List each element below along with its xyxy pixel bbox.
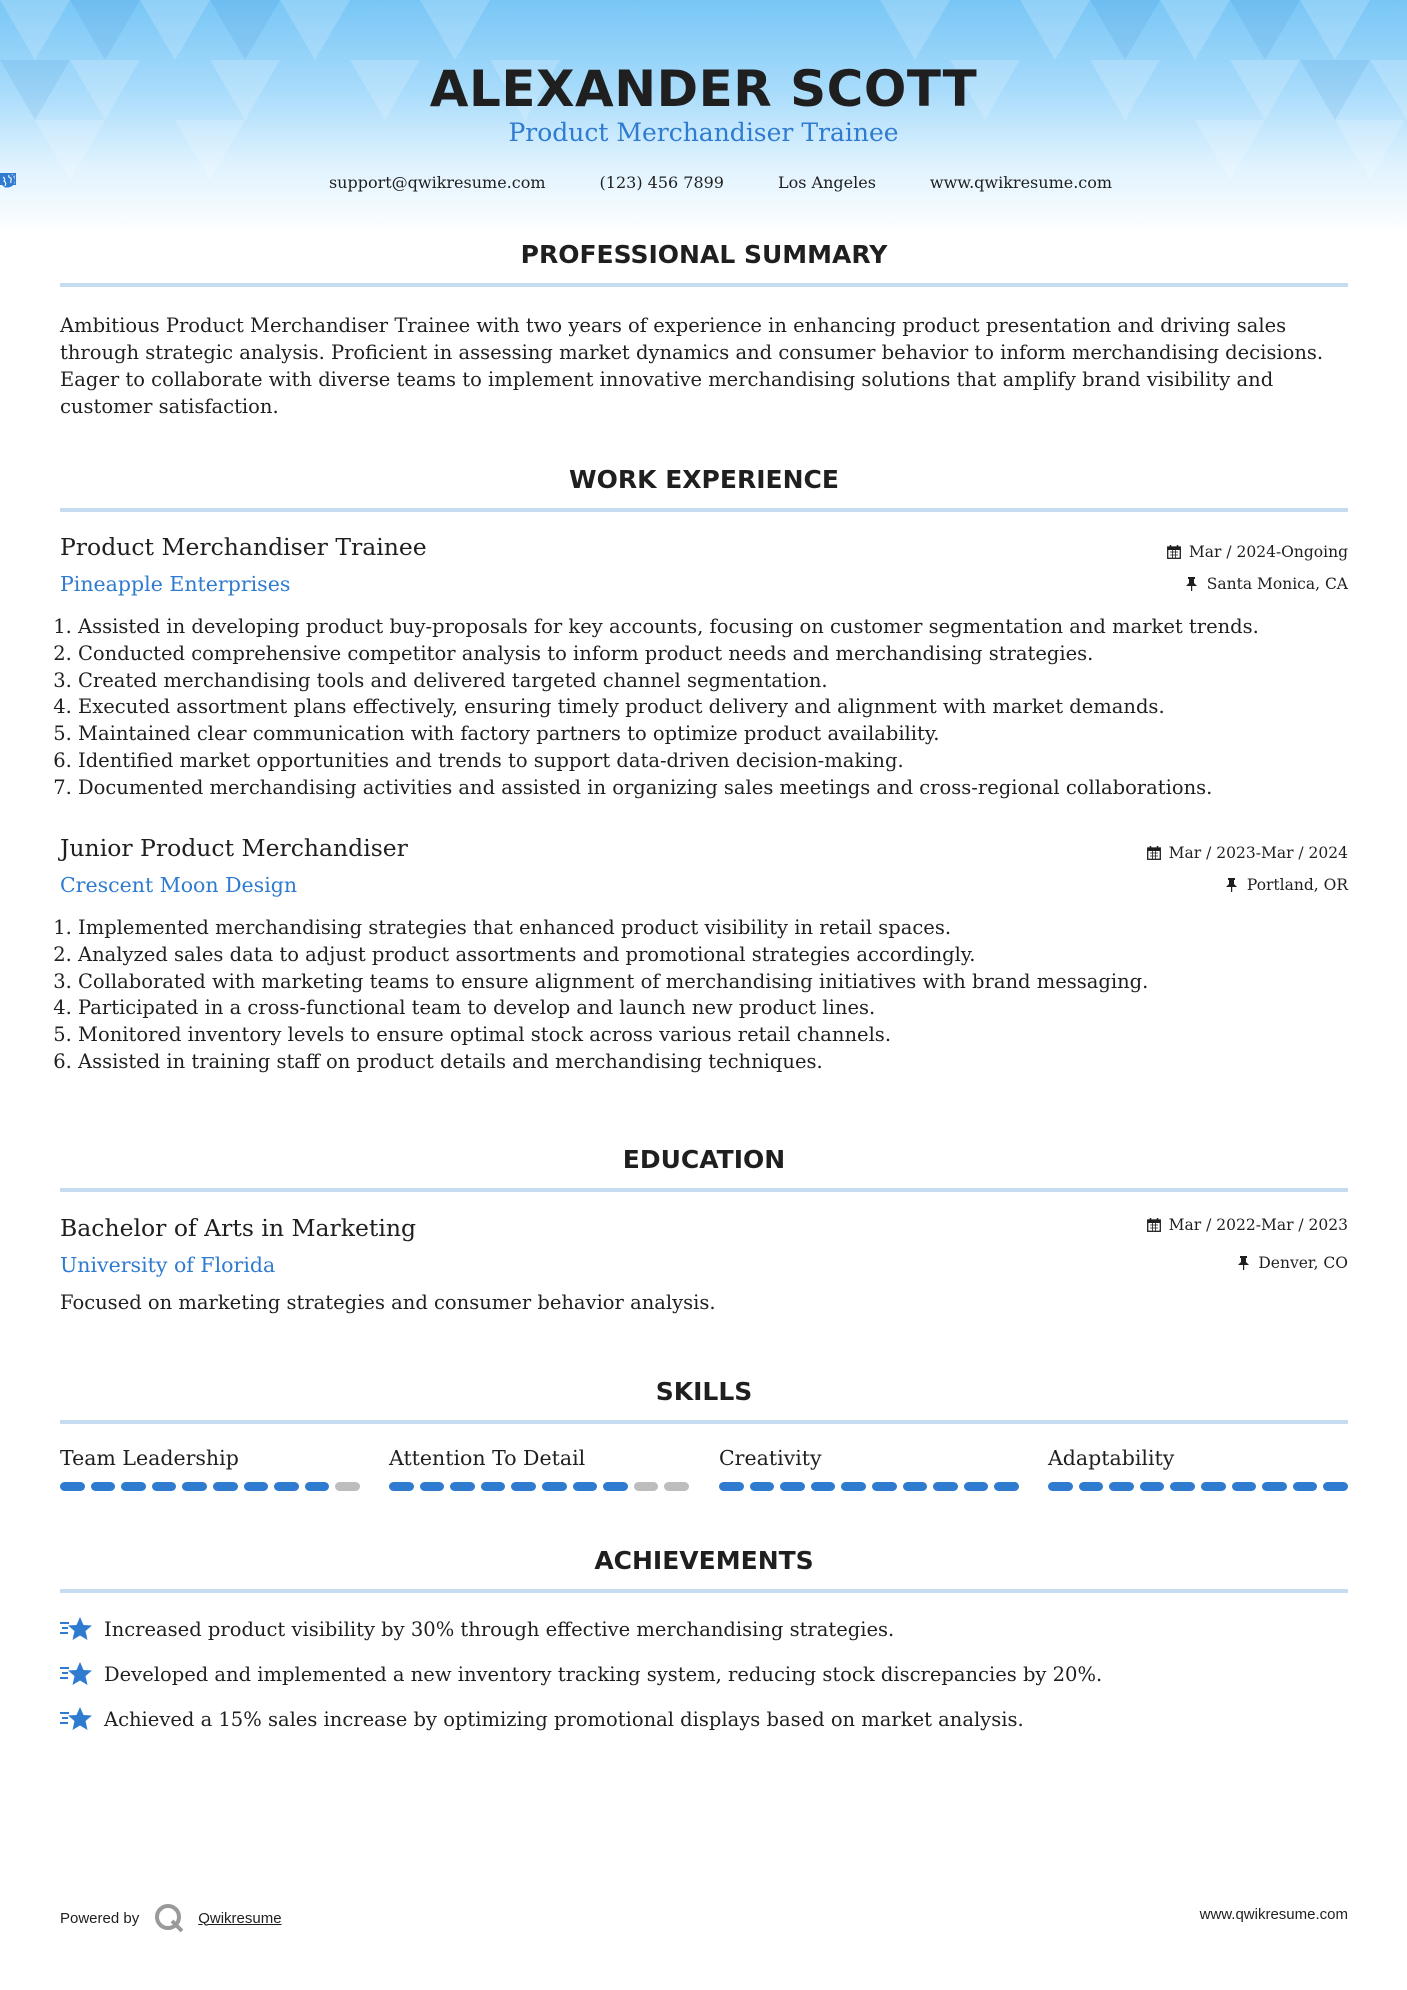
- skill-segment-filled: [603, 1482, 628, 1491]
- skill-segment-filled: [274, 1482, 299, 1491]
- map-pin-icon: [744, 174, 762, 192]
- website-text: www.qwikresume.com: [929, 173, 1113, 192]
- job-location: [1185, 575, 1348, 593]
- skill-segment-empty: [634, 1482, 659, 1491]
- summary-divider: [60, 283, 1348, 287]
- skill-name: Team Leadership: [60, 1446, 239, 1470]
- skill-segment-filled: [1109, 1482, 1134, 1491]
- achievement-text: Developed and implemented a new inventory tracking system, reducing stock discrepancies by 20%.: [104, 1662, 1103, 1686]
- calendar-icon: [1167, 545, 1181, 559]
- list-item: 5. Maintained clear communication with factory partners to optimize product availability.: [78, 721, 1368, 748]
- achievement-text: Achieved a 15% sales increase by optimizing promotional displays based on market analysis.: [104, 1707, 1024, 1731]
- contact-phone[interactable]: [566, 173, 724, 192]
- skill-level-bar: [389, 1482, 689, 1491]
- skill-segment-filled: [1293, 1482, 1318, 1491]
- skill-item: [719, 1446, 1019, 1491]
- skill-segment-filled: [1232, 1482, 1257, 1491]
- skill-level-bar: [1048, 1482, 1348, 1491]
- skill-segment-filled: [542, 1482, 567, 1491]
- skill-segment-filled: [91, 1482, 116, 1491]
- skill-segment-filled: [389, 1482, 414, 1491]
- list-item: 3. Created merchandising tools and delivered targeted channel segmentation.: [78, 668, 1368, 695]
- job-bullets: [60, 915, 1368, 1076]
- school-name: University of Florida: [60, 1253, 276, 1277]
- list-item: 1. Implemented merchandising strategies that enhanced product visibility in retail spaces.: [78, 915, 1368, 942]
- pushpin-icon: [1185, 577, 1199, 591]
- skill-segment-filled: [750, 1482, 775, 1491]
- job-company: Pineapple Enterprises: [60, 572, 291, 596]
- job-dates-text: Mar / 2023-Mar / 2024: [1168, 844, 1348, 862]
- job-location-text: Portland, OR: [1246, 876, 1348, 894]
- education-location-text: Denver, CO: [1258, 1254, 1348, 1272]
- achievement-item: [60, 1705, 1024, 1733]
- summary-heading: PROFESSIONAL SUMMARY: [520, 240, 888, 269]
- job-location: [1225, 876, 1348, 894]
- skill-segment-filled: [182, 1482, 207, 1491]
- candidate-name: ALEXANDER SCOTT: [429, 60, 978, 118]
- job-title: Product Merchandiser Trainee: [60, 533, 427, 561]
- achievements-divider: [60, 1589, 1348, 1593]
- globe-icon: [896, 174, 914, 192]
- skill-item: [389, 1446, 689, 1491]
- footer-website-link[interactable]: www.qwikresume.com: [1199, 1906, 1348, 1923]
- skill-item: [1048, 1446, 1348, 1491]
- powered-by-label: Powered by: [60, 1909, 140, 1927]
- job-company: Crescent Moon Design: [60, 873, 298, 897]
- list-item: 5. Monitored inventory levels to ensure optimal stock across various retail channels.: [78, 1022, 1368, 1049]
- skill-segment-filled: [213, 1482, 238, 1491]
- skill-segment-filled: [573, 1482, 598, 1491]
- contact-website[interactable]: [896, 173, 1112, 192]
- skills-heading: SKILLS: [655, 1377, 753, 1406]
- skill-segment-filled: [1170, 1482, 1195, 1491]
- contact-bar: [0, 173, 1407, 192]
- skill-segment-empty: [335, 1482, 360, 1491]
- phone-icon: [566, 174, 584, 192]
- skill-segment-filled: [450, 1482, 475, 1491]
- pushpin-icon: [1225, 878, 1239, 892]
- skill-segment-filled: [811, 1482, 836, 1491]
- skill-segment-filled: [481, 1482, 506, 1491]
- envelope-icon: [295, 174, 313, 192]
- job-title: Junior Product Merchandiser: [60, 834, 408, 862]
- skill-segment-filled: [244, 1482, 269, 1491]
- calendar-icon: [1147, 846, 1161, 860]
- pushpin-icon: [1236, 1256, 1250, 1270]
- skill-segment-filled: [1323, 1482, 1348, 1491]
- summary-text: Ambitious Product Merchandiser Trainee with two years of experience in enhancing product presentation and driving sales through strategic analysis. Proficient in assessing market dynamics and consumer behavior to inform merchandising decisions. Eager to collaborate with diverse teams to implement innovative merchandising solutions that amplify brand visibility and customer satisfaction.: [60, 314, 1324, 418]
- education-dates: [1147, 1216, 1348, 1234]
- achievements-heading: ACHIEVEMENTS: [594, 1546, 814, 1575]
- job-dates: [1167, 543, 1348, 561]
- degree-title: Bachelor of Arts in Marketing: [60, 1214, 417, 1242]
- skill-segment-filled: [121, 1482, 146, 1491]
- skill-segment-filled: [1140, 1482, 1165, 1491]
- experience-heading: WORK EXPERIENCE: [569, 465, 839, 494]
- achievement-item: [60, 1615, 894, 1643]
- job-dates: [1147, 844, 1348, 862]
- phone-text: (123) 456 7899: [599, 173, 724, 192]
- powered-by: [60, 1903, 282, 1933]
- education-description: Focused on marketing strategies and consumer behavior analysis.: [60, 1291, 716, 1314]
- qwikresume-link[interactable]: Qwikresume: [198, 1909, 282, 1927]
- skill-segment-filled: [152, 1482, 177, 1491]
- email-text: support@qwikresume.com: [328, 173, 546, 192]
- skill-segment-filled: [305, 1482, 330, 1491]
- skill-level-bar: [719, 1482, 1019, 1491]
- skill-segment-filled: [420, 1482, 445, 1491]
- header-banner: [0, 0, 1407, 235]
- star-icon: [60, 1660, 92, 1688]
- list-item: 2. Analyzed sales data to adjust product assortments and promotional strategies accordingly.: [78, 942, 1368, 969]
- skill-segment-empty: [664, 1482, 689, 1491]
- education-dates-text: Mar / 2022-Mar / 2023: [1168, 1216, 1348, 1234]
- location-text: Los Angeles: [777, 173, 876, 192]
- achievement-item: [60, 1660, 1102, 1688]
- skill-segment-filled: [60, 1482, 85, 1491]
- skill-segment-filled: [994, 1482, 1019, 1491]
- skill-item: [60, 1446, 360, 1491]
- education-heading: EDUCATION: [622, 1145, 786, 1174]
- list-item: 6. Assisted in training staff on product details and merchandising techniques.: [78, 1049, 1368, 1076]
- job-location-text: Santa Monica, CA: [1206, 575, 1348, 593]
- skill-segment-filled: [511, 1482, 536, 1491]
- skill-segment-filled: [780, 1482, 805, 1491]
- skill-segment-filled: [903, 1482, 928, 1491]
- skill-name: Attention To Detail: [389, 1446, 586, 1470]
- achievement-text: Increased product visibility by 30% through effective merchandising strategies.: [104, 1617, 895, 1641]
- education-divider: [60, 1188, 1348, 1192]
- list-item: 7. Documented merchandising activities and assisted in organizing sales meetings and cross-regional collaborations.: [78, 775, 1368, 802]
- list-item: 2. Conducted comprehensive competitor analysis to inform product needs and merchandising strategies.: [78, 641, 1368, 668]
- skill-segment-filled: [1079, 1482, 1104, 1491]
- skill-segment-filled: [1048, 1482, 1073, 1491]
- candidate-role: Product Merchandiser Trainee: [508, 118, 899, 147]
- skill-name: Creativity: [719, 1446, 822, 1470]
- education-location: [1236, 1254, 1348, 1272]
- list-item: 4. Participated in a cross-functional team to develop and launch new product lines.: [78, 995, 1368, 1022]
- skill-segment-filled: [964, 1482, 989, 1491]
- skill-segment-filled: [841, 1482, 866, 1491]
- qwikresume-logo-icon: [154, 1903, 184, 1933]
- skill-segment-filled: [719, 1482, 744, 1491]
- skill-segment-filled: [872, 1482, 897, 1491]
- list-item: 6. Identified market opportunities and trends to support data-driven decision-making.: [78, 748, 1368, 775]
- star-icon: [60, 1615, 92, 1643]
- star-icon: [60, 1705, 92, 1733]
- skill-level-bar: [60, 1482, 360, 1491]
- job-bullets: [60, 614, 1368, 802]
- list-item: 3. Collaborated with marketing teams to ensure alignment of merchandising initiatives with brand messaging.: [78, 969, 1368, 996]
- skill-segment-filled: [933, 1482, 958, 1491]
- job-dates-text: Mar / 2024-Ongoing: [1188, 543, 1348, 561]
- list-item: 1. Assisted in developing product buy-proposals for key accounts, focusing on customer segmentation and market trends.: [78, 614, 1368, 641]
- calendar-icon: [1147, 1218, 1161, 1232]
- skills-divider: [60, 1420, 1348, 1424]
- list-item: 4. Executed assortment plans effectively, ensuring timely product delivery and alignment with market demands.: [78, 694, 1368, 721]
- contact-location: [744, 173, 876, 192]
- contact-email[interactable]: [295, 173, 546, 192]
- skill-segment-filled: [1201, 1482, 1226, 1491]
- experience-divider: [60, 508, 1348, 512]
- skill-name: Adaptability: [1048, 1446, 1175, 1470]
- skill-segment-filled: [1262, 1482, 1287, 1491]
